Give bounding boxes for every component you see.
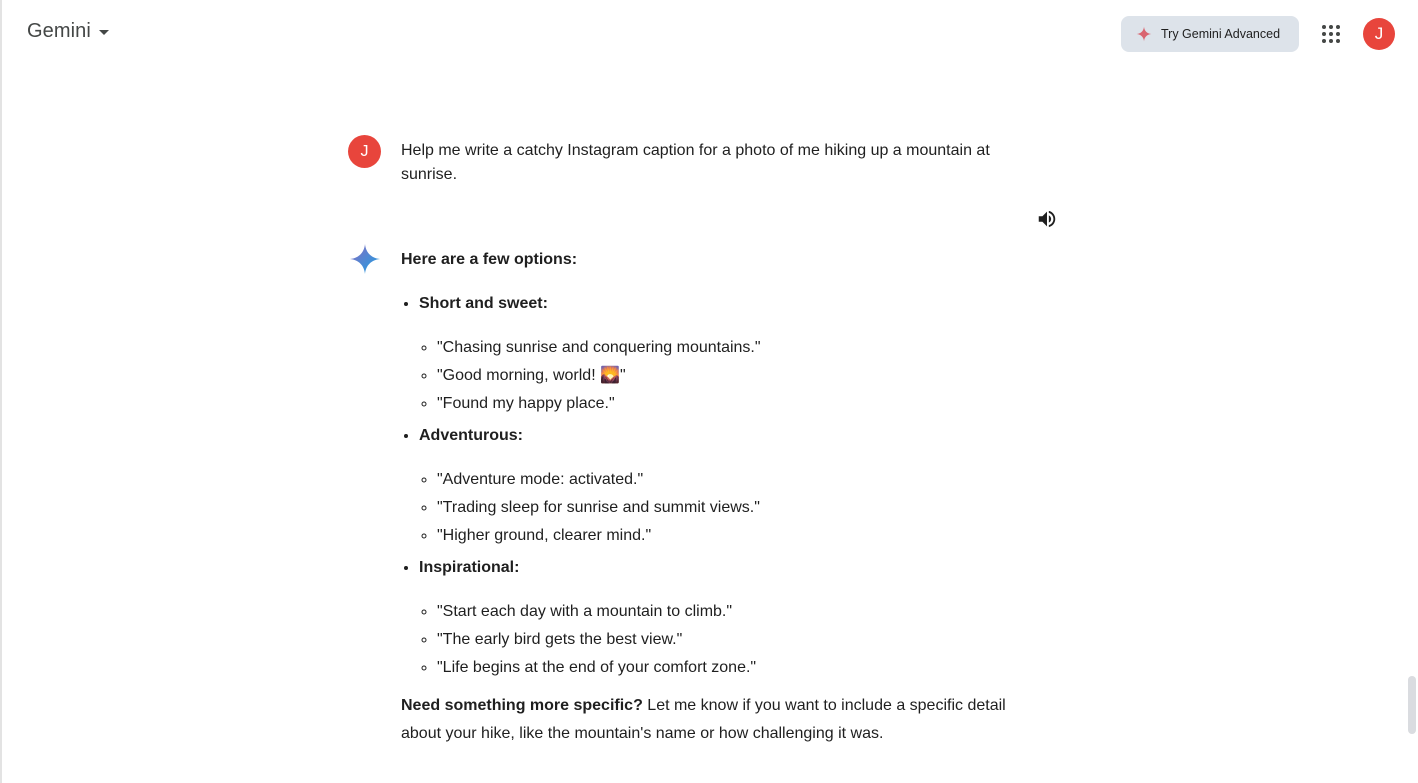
try-gemini-advanced-button[interactable] — [1121, 16, 1299, 52]
listen-button[interactable] — [1034, 206, 1060, 232]
category-item — [419, 556, 1021, 680]
category-item — [419, 292, 1021, 416]
apps-grid-icon — [1322, 25, 1340, 43]
caption-item: ◦ "Trading sleep for sunrise and summit views." — [437, 496, 1021, 520]
caption-item: ◦ "Good morning, world! 🌄" — [437, 364, 1021, 388]
caption-categories — [401, 292, 1021, 680]
caption-list — [419, 468, 1021, 548]
caption-item: ◦ "Higher ground, clearer mind." — [437, 524, 1021, 548]
account-avatar[interactable]: J — [1363, 18, 1395, 50]
category-item — [419, 424, 1021, 548]
model-response — [401, 248, 1021, 748]
caption-item: ◦ "Adventure mode: activated." — [437, 468, 1021, 492]
user-query-text: Help me write a catchy Instagram caption for a photo of me hiking up a mountain at sunrise. — [401, 142, 990, 183]
category-title: Short and sweet: — [419, 295, 548, 312]
gemini-logo-icon — [349, 243, 381, 275]
closing-bold: Need something more specific? — [401, 697, 643, 714]
response-intro: Here are a few options: — [401, 251, 578, 268]
caption-item: ◦ "The early bird gets the best view." — [437, 628, 1021, 652]
sparkle-icon — [1136, 26, 1152, 42]
caption-item: ◦ "Found my happy place." — [437, 392, 1021, 416]
brand-name: Gemini — [27, 20, 91, 42]
response-closing — [401, 692, 1021, 748]
window-edge — [0, 0, 2, 783]
caption-item: ◦ "Life begins at the end of your comfort zone." — [437, 656, 1021, 680]
caret-down-icon — [99, 30, 109, 35]
caption-list — [419, 600, 1021, 680]
model-switcher[interactable] — [27, 20, 109, 43]
volume-up-icon — [1036, 208, 1058, 230]
category-title: Adventurous: — [419, 427, 523, 444]
category-title: Inspirational: — [419, 559, 520, 576]
closing-text: Let me know if you want to include a specific detail about your hike, like the mountain's name or how challenging it was. — [401, 697, 1006, 742]
user-avatar: J — [348, 135, 381, 168]
scrollbar-thumb[interactable] — [1408, 676, 1416, 734]
caption-item: ◦ "Chasing sunrise and conquering mountains." — [437, 336, 1021, 360]
caption-list — [419, 336, 1021, 416]
google-apps-button[interactable] — [1316, 19, 1346, 49]
caption-item: ◦ "Start each day with a mountain to climb." — [437, 600, 1021, 624]
try-gemini-advanced-label: Try Gemini Advanced — [1161, 27, 1281, 41]
